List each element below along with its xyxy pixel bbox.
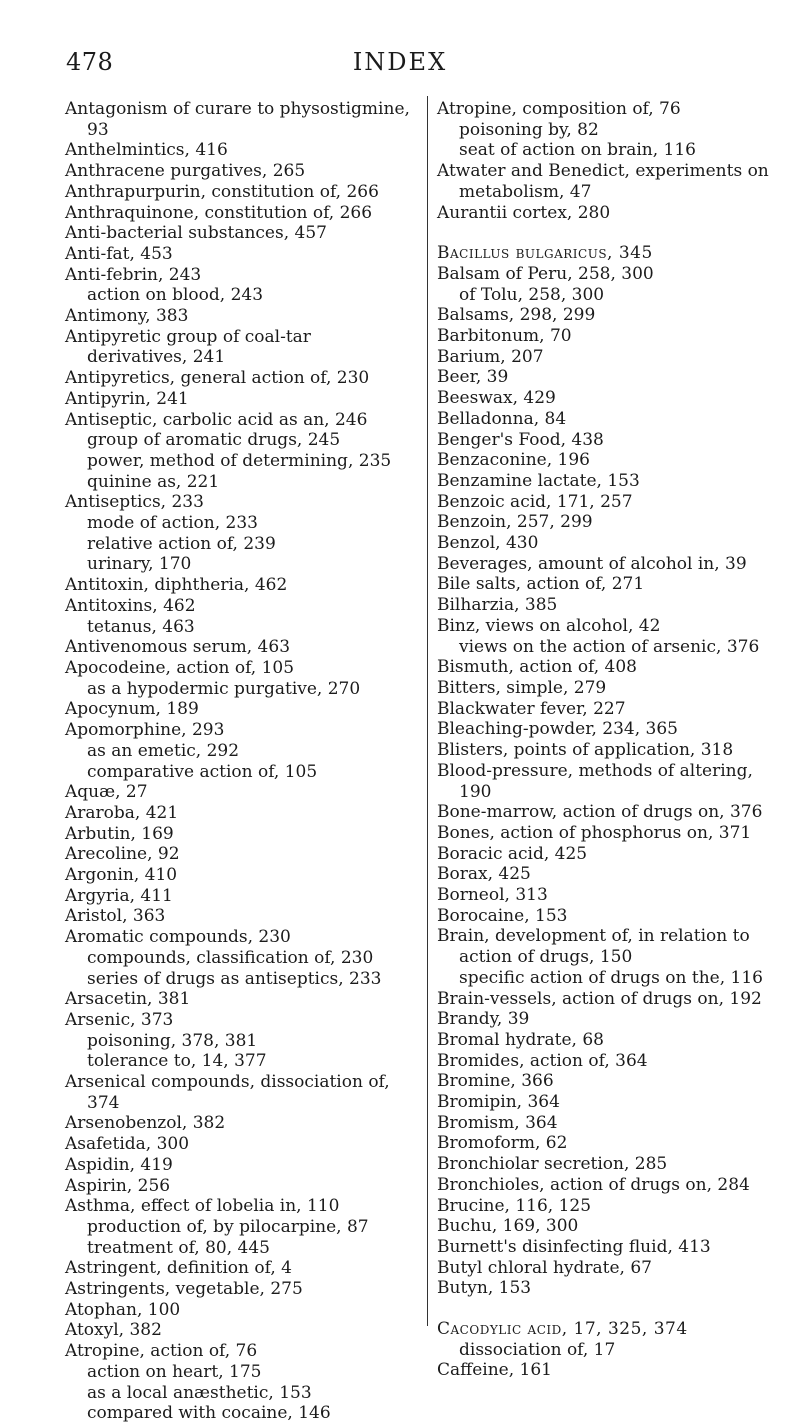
index-entry: Bromoform, 62: [437, 1133, 568, 1154]
index-entry: Bilharzia, 385: [437, 595, 558, 616]
index-subentry: action on blood, 243: [87, 285, 264, 306]
index-entry: Antipyrin, 241: [65, 388, 189, 409]
index-entry: Brucine, 116, 125: [437, 1195, 592, 1216]
index-subentry: relative action of, 239: [87, 533, 276, 554]
index-subentry: as a local anæsthetic, 153: [87, 1382, 312, 1403]
index-entry: Benzol, 430: [437, 533, 539, 554]
index-entry: Atophan, 100: [65, 1299, 181, 1320]
index-entry: Antipyretic group of coal-tar derivatives, 241: [65, 326, 311, 368]
section-gap: [437, 1299, 787, 1319]
index-entry: Anthraquinone, constitution of, 266: [65, 202, 373, 223]
index-column-right: [437, 99, 787, 1381]
index-entry: Brandy, 39: [437, 1009, 530, 1030]
index-entry: Aristol, 363: [65, 906, 166, 927]
index-entry: Borax, 425: [437, 864, 531, 885]
index-entry: Argonin, 410: [65, 865, 178, 886]
index-entry: Bromism, 364: [437, 1112, 558, 1133]
index-entry: Butyn, 153: [437, 1278, 532, 1299]
index-entry: Aromatic compounds, 230: [65, 927, 291, 948]
index-entry: Caffeine, 161: [437, 1360, 552, 1381]
index-entry: Butyl chloral hydrate, 67: [437, 1257, 652, 1278]
index-entry: Aspidin, 419: [65, 1154, 173, 1175]
index-entry: Benzoin, 257, 299: [437, 512, 593, 533]
index-entry: Binz, views on alcohol, 42: [437, 615, 661, 636]
index-entry: Anthracene purgatives, 265: [65, 161, 306, 182]
index-entry: Antagonism of curare to physostigmine, 93: [65, 99, 410, 140]
index-entry: Beer, 39: [437, 367, 509, 388]
index-subentry: views on the action of arsenic, 376: [459, 636, 760, 657]
index-entry: Benzoic acid, 171, 257: [437, 491, 633, 512]
index-entry: Anthelmintics, 416: [65, 140, 228, 161]
index-subentry: tolerance to, 14, 377: [87, 1051, 267, 1072]
index-entry: Arsenobenzol, 382: [65, 1113, 226, 1134]
index-entry: Bromipin, 364: [437, 1092, 560, 1113]
index-entry: Arbutin, 169: [65, 823, 174, 844]
running-head-title: INDEX: [352, 48, 448, 76]
index-entry: Bromine, 366: [437, 1071, 554, 1092]
index-entry: Blackwater fever, 227: [437, 698, 626, 719]
index-entry: Bromides, action of, 364: [437, 1050, 648, 1071]
index-entry: Asthma, effect of lobelia in, 110: [65, 1196, 340, 1217]
index-subentry: treatment of, 80, 445: [87, 1237, 270, 1258]
index-entry: Barbitonum, 70: [437, 326, 572, 347]
index-subentry: seat of action on brain, 116: [459, 140, 696, 161]
index-subentry: as an emetic, 292: [87, 740, 240, 761]
index-entry: Arsenic, 373: [65, 1009, 174, 1030]
index-entry: Anti-fat, 453: [65, 243, 173, 264]
index-entry: Balsam of Peru, 258, 300: [437, 263, 654, 284]
index-entry: Bile salts, action of, 271: [437, 574, 645, 595]
index-subentry: as a hypodermic purgative, 270: [87, 678, 361, 699]
index-subentry: mode of action, 233: [87, 513, 258, 534]
index-entry: Brain, development of, in relation to action of drugs, 150: [437, 926, 750, 968]
index-entry: Atropine, composition of, 76: [437, 99, 681, 119]
index-subentry: power, method of determining, 235: [87, 450, 392, 471]
index-entry: Antivenomous serum, 463: [65, 637, 291, 658]
index-entry: Antiseptics, 233: [65, 492, 204, 513]
index-entry: Blisters, points of application, 318: [437, 740, 734, 761]
index-entry: Borneol, 313: [437, 885, 548, 906]
index-entry: Bronchioles, action of drugs on, 284: [437, 1174, 750, 1195]
index-entry: Barium, 207: [437, 346, 544, 367]
column-divider: [427, 96, 428, 1326]
index-entry: Bones, action of phosphorus on, 371: [437, 822, 752, 843]
index-entry: Apocynum, 189: [65, 699, 199, 720]
page-header: [0, 40, 800, 80]
index-entry: Beeswax, 429: [437, 388, 556, 409]
index-subentry: urinary, 170: [87, 554, 192, 575]
index-entry: Atwater and Benedict, experiments on metabolism, 47: [437, 161, 769, 202]
index-entry: Aspirin, 256: [65, 1175, 171, 1196]
index-entry: Brain-vessels, action of drugs on, 192: [437, 988, 762, 1009]
index-entry: Buchu, 169, 300: [437, 1216, 579, 1237]
index-entry: Borocaine, 153: [437, 905, 568, 926]
index-entry: Belladonna, 84: [437, 408, 567, 429]
index-subentry: dissociation of, 17: [459, 1339, 616, 1360]
index-column-left: [65, 99, 415, 1424]
index-entry: Araroba, 421: [65, 802, 179, 823]
index-entry: Aurantii cortex, 280: [437, 202, 611, 223]
index-subentry: series of drugs as antiseptics, 233: [87, 968, 382, 989]
index-entry: Anti-febrin, 243: [65, 264, 202, 285]
index-subentry: quinine as, 221: [87, 471, 220, 492]
index-subentry: of Tolu, 258, 300: [459, 284, 605, 305]
index-entry: Bronchiolar secretion, 285: [437, 1154, 668, 1175]
index-entry: Argyria, 411: [65, 885, 173, 906]
index-subentry: compounds, classification of, 230: [87, 947, 374, 968]
index-subentry: comparative action of, 105: [87, 761, 318, 782]
index-entry: Antipyretics, general action of, 230: [65, 368, 370, 389]
index-entry: Blood-pressure, methods of altering, 190: [437, 760, 753, 802]
index-entry: Arsenical compounds, dissociation of, 374: [65, 1072, 390, 1113]
index-entry: Arecoline, 92: [65, 844, 180, 865]
index-entry: Asafetida, 300: [65, 1134, 190, 1155]
index-subentry: group of aromatic drugs, 245: [87, 430, 341, 451]
index-entry: Anthrapurpurin, constitution of, 266: [65, 181, 379, 202]
index-entry: Bleaching-powder, 234, 365: [437, 719, 678, 740]
index-entry: Atropine, action of, 76: [65, 1341, 258, 1362]
index-subentry: action on heart, 175: [87, 1361, 262, 1382]
index-entry: Astringent, definition of, 4: [65, 1258, 292, 1279]
index-subentry: poisoning, 378, 381: [87, 1030, 258, 1051]
index-entry: Antiseptic, carbolic acid as an, 246: [65, 409, 368, 430]
index-entry: Atoxyl, 382: [65, 1320, 162, 1341]
index-entry: Bacillus bulgaricus, 345: [437, 243, 653, 264]
index-entry: Apomorphine, 293: [65, 720, 225, 741]
index-subentry: poisoning by, 82: [459, 119, 599, 140]
index-entry: Astringents, vegetable, 275: [65, 1279, 303, 1300]
index-entry: Benger's Food, 438: [437, 429, 604, 450]
index-entry: Cacodylic acid, 17, 325, 374: [437, 1319, 688, 1340]
index-entry: Benzaconine, 196: [437, 450, 590, 471]
index-entry: Antimony, 383: [65, 306, 189, 327]
index-entry: Bromal hydrate, 68: [437, 1029, 604, 1050]
section-gap: [437, 223, 787, 243]
index-entry: Bismuth, action of, 408: [437, 657, 637, 678]
index-entry: Aquæ, 27: [65, 782, 148, 803]
index-entry: Benzamine lactate, 153: [437, 470, 640, 491]
index-entry: Antitoxin, diphtheria, 462: [65, 575, 288, 596]
index-subentry: compared with cocaine, 146: [87, 1403, 331, 1424]
index-entry: Arsacetin, 381: [65, 989, 191, 1010]
index-entry: Anti-bacterial substances, 457: [65, 223, 327, 244]
index-subentry: specific action of drugs on the, 116: [459, 967, 763, 988]
index-entry: Balsams, 298, 299: [437, 305, 596, 326]
index-entry: Burnett's disinfecting fluid, 413: [437, 1236, 711, 1257]
index-entry: Bone-marrow, action of drugs on, 376: [437, 802, 763, 823]
page-number: 478: [66, 48, 114, 76]
index-entry: Antitoxins, 462: [65, 595, 196, 616]
index-entry: Bitters, simple, 279: [437, 677, 607, 698]
index-entry: Beverages, amount of alcohol in, 39: [437, 553, 747, 574]
index-subentry: tetanus, 463: [87, 616, 195, 637]
index-subentry: production of, by pilocarpine, 87: [87, 1216, 369, 1237]
index-entry: Boracic acid, 425: [437, 843, 588, 864]
index-entry: Apocodeine, action of, 105: [65, 657, 295, 678]
